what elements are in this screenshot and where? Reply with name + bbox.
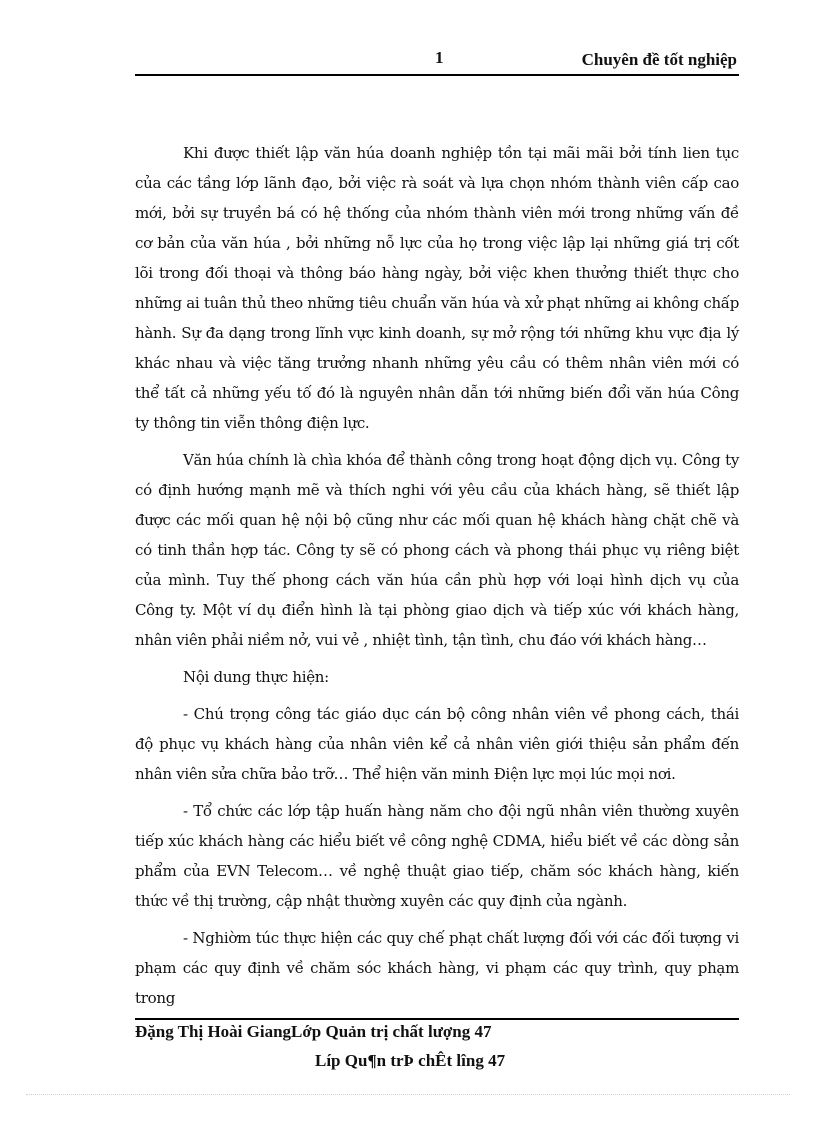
header-rule <box>135 74 739 76</box>
page-header <box>135 48 739 72</box>
paragraph-culture-key: Văn húa chính là chìa khóa để thành công trong hoạt động dịch vụ. Công ty có định hướng mạnh mẽ và thích nghi với yêu cầu của khách hàng, sẽ thiết lập được các mối quan hệ nội bộ cũng như các mối quan hệ khách hàng chặt chẽ và có tinh thần hợp tác. Công ty sẽ có phong cách và phong thái phục vụ riêng biệt của mình. Tuy thế phong cách văn húa cần phù hợp với loại hình dịch vụ của Công ty. Một ví dụ điển hình là tại phòng giao dịch và tiếp xúc với khách hàng, nhân viên phải niềm nở, vui vẻ , nhiệt tình, tận tình, chu đáo với khách hàng… <box>135 451 739 649</box>
footer-rule <box>135 1018 739 1020</box>
paragraph-item-penalty: - Nghiờm túc thực hiện các quy chế phạt chất lượng đối với các đối tượng vi phạm các quy định về chăm sóc khách hàng, vi phạm các quy trình, quy phạm trong <box>135 929 739 1007</box>
header-title: Chuyên đề tốt nghiệp <box>581 50 737 69</box>
paragraph-culture-intro: Khi được thiết lập văn húa doanh nghiệp tồn tại mãi mãi bởi tính lien tục của các tầng lớp lãnh đạo, bởi việc rà soát và lựa chọn nhóm thành viên cấp cao mới, bởi sự truyền bá có hệ thống của nhóm thành viên mới trong những vấn đề cơ bản của văn húa , bởi những nỗ lực của họ trong việc lập lại những giá trị cốt lõi trong đối thoại và thông báo hàng ngày, bởi việc khen thưởng thiết thực cho những ai tuân thủ theo những tiêu chuẩn văn húa và xử phạt những ai không chấp hành. Sự đa dạng trong lĩnh vực kinh doanh, sự mở rộng tới những khu vực địa lý khác nhau và việc tăng trưởng nhanh những yêu cầu có thêm nhân viên mới có thể tất cả những yếu tố đó là nguyên nhân dẫn tới những biến đổi văn húa Công ty thông tin viễn thông điện lực. <box>135 144 739 432</box>
footer-class-garbled: Líp Qu¶n trÞ chÊt lîng 47 <box>315 1051 506 1070</box>
document-body <box>135 138 739 1013</box>
footer-author-class: Đặng Thị Hoài GiangLớp Quản trị chất lượng 47 <box>135 1022 492 1041</box>
paragraph-item-education: - Chú trọng công tác giáo dục cán bộ công nhân viên về phong cách, thái độ phục vụ khách hàng của nhân viên kể cả nhân viên giới thiệu sản phẩm đến nhân viên sửa chữa bảo trỡ… Thể hiện văn minh Điện lực mọi lúc mọi nơi. <box>135 705 739 783</box>
page-number: 1 <box>435 48 444 67</box>
page-bottom-edge <box>26 1094 790 1095</box>
paragraph-content-heading: Nội dung thực hiện: <box>183 668 329 686</box>
paragraph-item-training: - Tổ chức các lớp tập huấn hàng năm cho đội ngũ nhân viên thường xuyên tiếp xúc khách hàng các hiểu biết về công nghệ CDMA, hiểu biết về các dòng sản phẩm của EVN Telecom… về nghệ thuật giao tiếp, chăm sóc khách hàng, kiến thức về thị trường, cập nhật thường xuyên các quy định của ngành. <box>135 802 739 910</box>
